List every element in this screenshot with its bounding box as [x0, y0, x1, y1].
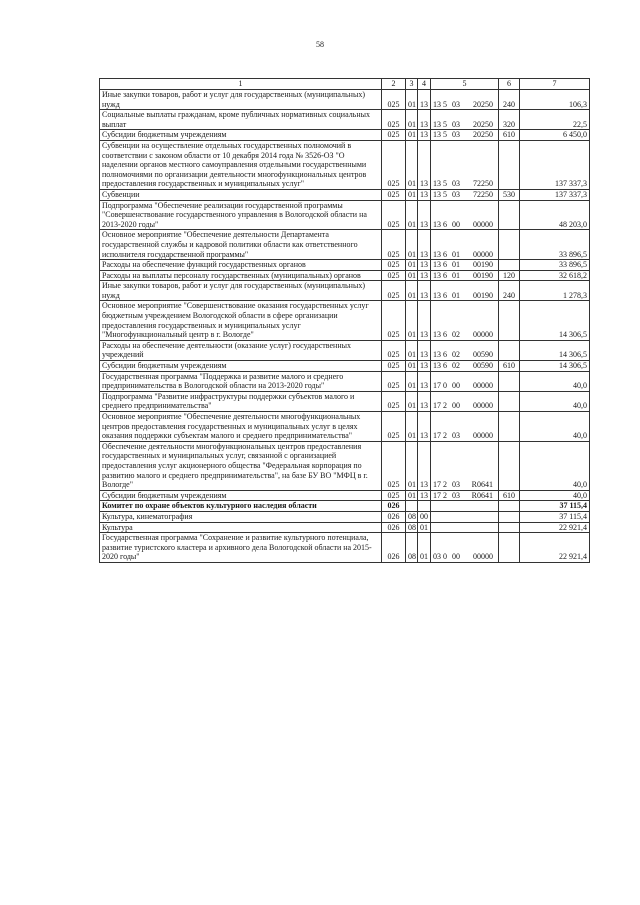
row-target-code-cell [431, 110, 499, 130]
row-section-cell: 08 [406, 511, 418, 522]
table-row [100, 371, 590, 391]
table-row [100, 533, 590, 563]
target-code-part: 00000 [473, 219, 493, 229]
table-row [100, 511, 590, 522]
target-code-part: 00000 [473, 381, 493, 391]
row-expense-type-cell: 610 [499, 130, 520, 141]
row-section-cell: 01 [406, 371, 418, 391]
table-row [100, 130, 590, 141]
header-cell: 4 [418, 79, 431, 90]
target-code-part: 2 [443, 490, 447, 500]
table-row [100, 140, 590, 189]
row-section-cell: 01 [406, 130, 418, 141]
target-code-part: 01 [452, 249, 460, 259]
table-body [100, 79, 590, 563]
target-code-part: R0641 [471, 490, 493, 500]
row-expense-type-cell [499, 230, 520, 260]
target-code-part: R0641 [471, 480, 493, 490]
target-code-part: 00190 [473, 260, 493, 270]
target-code-part: 00190 [473, 270, 493, 280]
row-code-main-cell: 025 [382, 230, 406, 260]
row-expense-type-cell: 610 [499, 361, 520, 372]
row-subsection-cell: 13 [418, 490, 431, 501]
budget-table [99, 78, 590, 563]
row-expense-type-cell: 320 [499, 110, 520, 130]
row-target-code-cell [431, 412, 499, 442]
row-amount-cell: 37 115,4 [520, 501, 590, 512]
table-row [100, 230, 590, 260]
target-code-part: 03 [452, 431, 460, 441]
target-code-part: 13 [433, 219, 441, 229]
row-section-cell: 01 [406, 490, 418, 501]
row-name-cell: Культура [100, 522, 382, 533]
target-code-part: 20250 [473, 99, 493, 109]
row-amount-cell: 40,0 [520, 371, 590, 391]
row-name-cell: Субсидии бюджетным учреждениям [100, 361, 382, 372]
row-expense-type-cell: 240 [499, 90, 520, 110]
target-code-part: 13 [433, 350, 441, 360]
row-name-cell: Субвенции [100, 189, 382, 200]
row-amount-cell: 40,0 [520, 441, 590, 490]
row-target-code-cell [431, 189, 499, 200]
header-cell: 1 [100, 79, 382, 90]
header-cell: 3 [406, 79, 418, 90]
table-row [100, 189, 590, 200]
row-code-main-cell: 026 [382, 501, 406, 512]
table-row [100, 501, 590, 512]
row-name-cell: Расходы на выплаты персоналу государственных (муниципальных) органов [100, 270, 382, 281]
row-amount-cell: 1 278,3 [520, 281, 590, 301]
target-code-part: 2 [443, 431, 447, 441]
row-code-main-cell: 026 [382, 533, 406, 563]
target-code-part: 01 [452, 260, 460, 270]
row-subsection-cell: 13 [418, 361, 431, 372]
row-amount-cell: 106,3 [520, 90, 590, 110]
row-amount-cell: 40,0 [520, 391, 590, 411]
row-target-code-cell [431, 230, 499, 260]
row-name-cell: Социальные выплаты гражданам, кроме публичных нормативных социальных выплат [100, 110, 382, 130]
target-code-part: 00 [452, 219, 460, 229]
row-section-cell: 01 [406, 90, 418, 110]
table-row [100, 200, 590, 230]
row-expense-type-cell [499, 533, 520, 563]
row-expense-type-cell [499, 441, 520, 490]
target-code-part: 03 [452, 490, 460, 500]
row-expense-type-cell: 610 [499, 490, 520, 501]
target-code-part: 2 [443, 401, 447, 411]
row-target-code-cell [431, 511, 499, 522]
row-code-main-cell: 025 [382, 90, 406, 110]
row-target-code-cell [431, 260, 499, 271]
row-section-cell: 01 [406, 260, 418, 271]
row-subsection-cell: 13 [418, 200, 431, 230]
target-code-part: 20250 [473, 119, 493, 129]
target-code-part: 03 [452, 480, 460, 490]
row-amount-cell: 40,0 [520, 490, 590, 501]
row-section-cell: 01 [406, 189, 418, 200]
row-section-cell: 01 [406, 110, 418, 130]
target-code-part: 13 [433, 179, 441, 189]
row-code-main-cell: 025 [382, 412, 406, 442]
target-code-part: 00000 [473, 552, 493, 562]
row-amount-cell: 33 896,5 [520, 230, 590, 260]
row-subsection-cell: 13 [418, 270, 431, 281]
row-subsection-cell: 13 [418, 281, 431, 301]
row-target-code-cell [431, 361, 499, 372]
table-row [100, 340, 590, 360]
row-target-code-cell [431, 200, 499, 230]
row-amount-cell: 14 306,5 [520, 301, 590, 340]
row-expense-type-cell: 530 [499, 189, 520, 200]
target-code-part: 00000 [473, 330, 493, 340]
row-expense-type-cell [499, 340, 520, 360]
target-code-part: 6 [443, 270, 447, 280]
target-code-part: 0 [443, 381, 447, 391]
row-code-main-cell: 026 [382, 522, 406, 533]
target-code-part: 0 [443, 552, 447, 562]
table-row [100, 110, 590, 130]
row-subsection-cell: 13 [418, 441, 431, 490]
row-amount-cell: 14 306,5 [520, 340, 590, 360]
row-expense-type-cell [499, 501, 520, 512]
row-expense-type-cell: 120 [499, 270, 520, 281]
target-code-part: 72250 [473, 179, 493, 189]
row-code-main-cell: 025 [382, 391, 406, 411]
target-code-part: 03 [433, 552, 441, 562]
target-code-part: 13 [433, 249, 441, 259]
row-section-cell: 01 [406, 140, 418, 189]
row-section-cell: 01 [406, 391, 418, 411]
target-code-part: 01 [452, 270, 460, 280]
target-code-part: 5 [443, 189, 447, 199]
row-code-main-cell: 025 [382, 270, 406, 281]
table-row [100, 281, 590, 301]
row-code-main-cell: 025 [382, 189, 406, 200]
row-subsection-cell: 13 [418, 391, 431, 411]
target-code-part: 00190 [473, 290, 493, 300]
target-code-part: 03 [452, 99, 460, 109]
target-code-part: 02 [452, 361, 460, 371]
row-target-code-cell [431, 301, 499, 340]
table-row [100, 441, 590, 490]
row-name-cell: Субсидии бюджетным учреждениям [100, 130, 382, 141]
row-name-cell: Расходы на обеспечение деятельности (оказание услуг) государственных учреждений [100, 340, 382, 360]
target-code-part: 00000 [473, 431, 493, 441]
target-code-part: 6 [443, 249, 447, 259]
row-name-cell: Основное мероприятие "Обеспечение деятельности Департамента государственной службы и кадровой политики области как ответственного исполнителя государственной программы" [100, 230, 382, 260]
row-amount-cell: 22,5 [520, 110, 590, 130]
target-code-part: 20250 [473, 130, 493, 140]
target-code-part: 72250 [473, 189, 493, 199]
target-code-part: 6 [443, 361, 447, 371]
target-code-part: 5 [443, 179, 447, 189]
row-target-code-cell [431, 270, 499, 281]
row-name-cell: Подпрограмма "Развитие инфраструктуры поддержки субъектов малого и среднего предпринимательства" [100, 391, 382, 411]
row-subsection-cell: 00 [418, 511, 431, 522]
target-code-part: 6 [443, 219, 447, 229]
row-expense-type-cell [499, 301, 520, 340]
row-name-cell: Подпрограмма "Обеспечение реализации государственной программы "Совершенствование государственного управления в Вологодской области на 2013-2020 годы" [100, 200, 382, 230]
row-subsection-cell: 13 [418, 110, 431, 130]
target-code-part: 6 [443, 290, 447, 300]
table-row [100, 361, 590, 372]
row-amount-cell: 48 203,0 [520, 200, 590, 230]
target-code-part: 00 [452, 552, 460, 562]
row-target-code-cell [431, 340, 499, 360]
row-target-code-cell [431, 281, 499, 301]
row-code-main-cell: 025 [382, 441, 406, 490]
row-amount-cell: 137 337,3 [520, 140, 590, 189]
target-code-part: 01 [452, 290, 460, 300]
table-row [100, 391, 590, 411]
row-expense-type-cell [499, 412, 520, 442]
target-code-part: 00590 [473, 350, 493, 360]
target-code-part: 6 [443, 330, 447, 340]
row-name-cell: Обеспечение деятельности многофункциональных центров предоставления государственных и муниципальных услуг, связанной с организацией предоставления услуг акционерного общества "Федеральная корпорация по развитию малого и среднего предпринимательства", на базе БУ ВО "МФЦ в г. Вологде" [100, 441, 382, 490]
row-subsection-cell: 13 [418, 189, 431, 200]
row-amount-cell: 14 306,5 [520, 361, 590, 372]
target-code-part: 13 [433, 361, 441, 371]
row-target-code-cell [431, 140, 499, 189]
target-code-part: 13 [433, 330, 441, 340]
table-row [100, 412, 590, 442]
row-name-cell: Расходы на обеспечение функций государственных органов [100, 260, 382, 271]
row-code-main-cell: 025 [382, 130, 406, 141]
row-subsection-cell: 13 [418, 140, 431, 189]
target-code-part: 17 [433, 431, 441, 441]
row-subsection-cell: 01 [418, 522, 431, 533]
target-code-part: 6 [443, 260, 447, 270]
target-code-part: 6 [443, 350, 447, 360]
row-subsection-cell: 13 [418, 340, 431, 360]
row-code-main-cell: 026 [382, 511, 406, 522]
row-expense-type-cell [499, 260, 520, 271]
target-code-part: 03 [452, 179, 460, 189]
row-section-cell: 01 [406, 200, 418, 230]
row-subsection-cell: 01 [418, 533, 431, 563]
header-cell: 2 [382, 79, 406, 90]
target-code-part: 2 [443, 480, 447, 490]
row-expense-type-cell: 240 [499, 281, 520, 301]
row-subsection-cell: 13 [418, 301, 431, 340]
row-section-cell: 01 [406, 301, 418, 340]
row-code-main-cell: 025 [382, 260, 406, 271]
row-amount-cell: 32 618,2 [520, 270, 590, 281]
row-code-main-cell: 025 [382, 200, 406, 230]
target-code-part: 17 [433, 381, 441, 391]
target-code-part: 02 [452, 330, 460, 340]
target-code-part: 17 [433, 480, 441, 490]
table-row [100, 522, 590, 533]
row-subsection-cell: 13 [418, 371, 431, 391]
row-expense-type-cell [499, 140, 520, 189]
row-name-cell: Государственная программа "Поддержка и развитие малого и среднего предпринимательства в Вологодской области на 2013-2020 годы" [100, 371, 382, 391]
target-code-part: 13 [433, 119, 441, 129]
row-section-cell: 01 [406, 281, 418, 301]
row-section-cell: 01 [406, 340, 418, 360]
target-code-part: 03 [452, 119, 460, 129]
target-code-part: 17 [433, 401, 441, 411]
row-amount-cell: 40,0 [520, 412, 590, 442]
row-code-main-cell: 025 [382, 371, 406, 391]
target-code-part: 13 [433, 130, 441, 140]
target-code-part: 03 [452, 189, 460, 199]
row-target-code-cell [431, 391, 499, 411]
row-subsection-cell: 13 [418, 412, 431, 442]
row-amount-cell: 33 896,5 [520, 260, 590, 271]
target-code-part: 13 [433, 290, 441, 300]
target-code-part: 03 [452, 130, 460, 140]
row-name-cell: Субсидии бюджетным учреждениям [100, 490, 382, 501]
row-target-code-cell [431, 490, 499, 501]
header-cell: 7 [520, 79, 590, 90]
row-subsection-cell: 13 [418, 260, 431, 271]
row-section-cell: 01 [406, 361, 418, 372]
row-name-cell: Иные закупки товаров, работ и услуг для государственных (муниципальных) нужд [100, 90, 382, 110]
row-subsection-cell: 13 [418, 90, 431, 110]
header-cell: 5 [431, 79, 499, 90]
row-amount-cell: 22 921,4 [520, 522, 590, 533]
target-code-part: 00 [452, 381, 460, 391]
table-row [100, 260, 590, 271]
table-row [100, 90, 590, 110]
target-code-part: 5 [443, 99, 447, 109]
target-code-part: 02 [452, 350, 460, 360]
target-code-part: 00000 [473, 249, 493, 259]
row-subsection-cell [418, 501, 431, 512]
row-expense-type-cell [499, 511, 520, 522]
target-code-part: 13 [433, 260, 441, 270]
row-code-main-cell: 025 [382, 281, 406, 301]
row-name-cell: Основное мероприятие "Совершенствование оказания государственных услуг бюджетным учреждением Вологодской области в сфере организации предоставления государственных и муниципальных услуг "Многофункциональный центр в г. Вологде" [100, 301, 382, 340]
target-code-part: 00000 [473, 401, 493, 411]
row-target-code-cell [431, 130, 499, 141]
page-number: 58 [316, 40, 324, 49]
row-target-code-cell [431, 533, 499, 563]
row-section-cell: 08 [406, 522, 418, 533]
row-amount-cell: 22 921,4 [520, 533, 590, 563]
target-code-part: 00 [452, 401, 460, 411]
row-code-main-cell: 025 [382, 340, 406, 360]
row-name-cell: Иные закупки товаров, работ и услуг для государственных (муниципальных) нужд [100, 281, 382, 301]
target-code-part: 13 [433, 270, 441, 280]
row-name-cell: Комитет по охране объектов культурного наследия области [100, 501, 382, 512]
row-name-cell: Государственная программа "Сохранение и развитие культурного потенциала, развитие туристского кластера и архивного дела Вологодской области на 2015-2020 годы" [100, 533, 382, 563]
table-header-row [100, 79, 590, 90]
row-section-cell: 08 [406, 533, 418, 563]
row-expense-type-cell [499, 200, 520, 230]
row-subsection-cell: 13 [418, 230, 431, 260]
row-expense-type-cell [499, 391, 520, 411]
target-code-part: 5 [443, 119, 447, 129]
row-section-cell: 01 [406, 441, 418, 490]
target-code-part: 00590 [473, 361, 493, 371]
row-target-code-cell [431, 522, 499, 533]
row-amount-cell: 37 115,4 [520, 511, 590, 522]
row-expense-type-cell [499, 371, 520, 391]
row-target-code-cell [431, 441, 499, 490]
header-cell: 6 [499, 79, 520, 90]
row-section-cell [406, 501, 418, 512]
row-section-cell: 01 [406, 412, 418, 442]
row-section-cell: 01 [406, 230, 418, 260]
row-target-code-cell [431, 90, 499, 110]
row-amount-cell: 137 337,3 [520, 189, 590, 200]
target-code-part: 13 [433, 189, 441, 199]
row-code-main-cell: 025 [382, 140, 406, 189]
row-target-code-cell [431, 501, 499, 512]
target-code-part: 5 [443, 130, 447, 140]
row-name-cell: Культура, кинематография [100, 511, 382, 522]
row-name-cell: Субвенции на осуществление отдельных государственных полномочий в соответствии с законом области от 10 декабря 2014 года № 3526-ОЗ "О наделении органов местного самоуправления отдельными государственными полномочиями по организации деятельности многофункциональных центров предоставления государственных и муниципальных услуг" [100, 140, 382, 189]
row-subsection-cell: 13 [418, 130, 431, 141]
row-code-main-cell: 025 [382, 361, 406, 372]
table-row [100, 301, 590, 340]
row-name-cell: Основное мероприятие "Обеспечение деятельности многофункциональных центров предоставления государственных и муниципальных услуг в целях оказания поддержки субъектам малого и среднего предпринимательства" [100, 412, 382, 442]
row-code-main-cell: 025 [382, 490, 406, 501]
target-code-part: 17 [433, 490, 441, 500]
row-amount-cell: 6 450,0 [520, 130, 590, 141]
row-section-cell: 01 [406, 270, 418, 281]
row-target-code-cell [431, 371, 499, 391]
row-code-main-cell: 025 [382, 110, 406, 130]
row-expense-type-cell [499, 522, 520, 533]
target-code-part: 13 [433, 99, 441, 109]
table-row [100, 490, 590, 501]
row-code-main-cell: 025 [382, 301, 406, 340]
table-row [100, 270, 590, 281]
